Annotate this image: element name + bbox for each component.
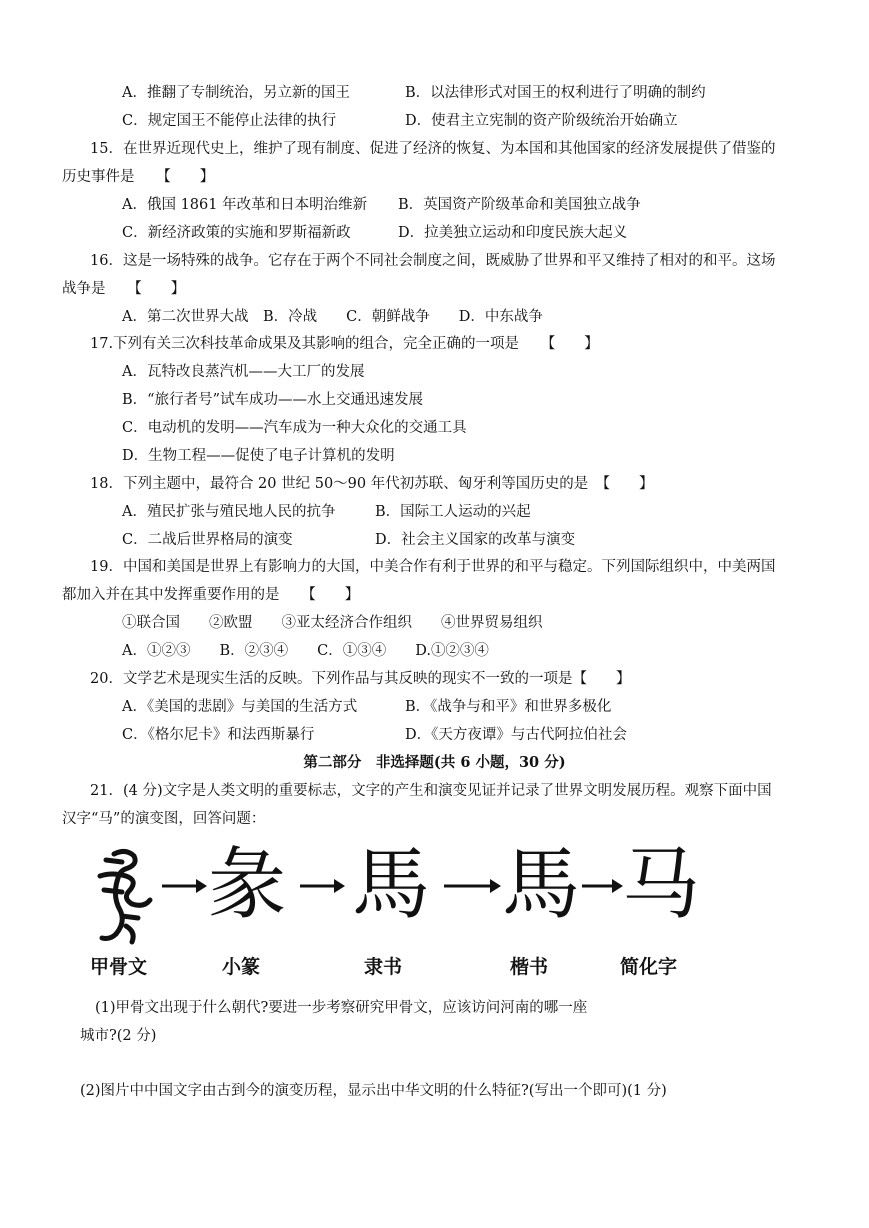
q15-option-b: B．英国资产阶级革命和美国独立战争: [398, 197, 641, 213]
q19-organizations: ①联合国 ②欧盟 ③亚太经济合作组织 ④世界贸易组织: [122, 615, 543, 631]
q18-option-a: A．殖民扩张与殖民地人民的抗争: [122, 504, 336, 520]
arrow-icon: [298, 876, 346, 896]
q20-option-a: A．《美国的悲剧》与美国的生活方式: [122, 699, 358, 715]
q17-option-d: D．生物工程——促使了电子计算机的发明: [122, 448, 395, 464]
q15-option-a: A．俄国 1861 年改革和日本明治维新: [122, 197, 368, 213]
q19-stem-line2: 都加入并在其中发挥重要作用的是 【 】: [62, 587, 360, 603]
q15-option-d: D．拉美独立运动和印度民族大起义: [398, 225, 628, 241]
label-regular: 楷书: [510, 956, 549, 978]
q15-option-c: C．新经济政策的实施和罗斯福新政: [122, 225, 351, 241]
q20-option-d: D．《天方夜谭》与古代阿拉伯社会: [405, 727, 627, 743]
q17-stem: 17.下列有关三次科技革命成果及其影响的组合，完全正确的一项是 【 】: [90, 336, 599, 352]
q15-stem-line1: 15．在世界近现代史上，维护了现有制度、促进了经济的恢复、为本国和其他国家的经济发展提供了借鉴的: [90, 141, 776, 157]
simplified-glyph: 马: [622, 840, 701, 930]
q16-stem-line1: 16．这是一场特殊的战争。它存在于两个不同社会制度之间，既威胁了世界和平又维持了相对的和平。这场: [90, 253, 776, 269]
q21-subquestion-1-line2: 城市?(2 分): [80, 1028, 157, 1044]
arrow-icon: [442, 876, 502, 896]
q14-option-c: C．规定国王不能停止法律的执行: [122, 113, 337, 129]
q21-subquestion-1-line1: (1)甲骨文出现于什么朝代?要进一步考察研究甲骨文，应该访问河南的哪一座: [95, 1000, 588, 1016]
q21-stem-line2: 汉字“马”的演变图，回答问题：: [62, 811, 266, 827]
q18-option-c: C．二战后世界格局的演变: [122, 532, 293, 548]
q20-option-c: C．《格尔尼卡》和法西斯暴行: [122, 727, 315, 743]
q14-option-a: A．推翻了专制统治，另立新的国王: [122, 85, 350, 101]
small-seal-glyph: 彖: [208, 840, 287, 930]
q19-stem-line1: 19．中国和美国是世界上有影响力的大国，中美合作有利于世界的和平与稳定。下列国际组织中，中美两国: [90, 559, 776, 575]
label-oracle-bone: 甲骨文: [90, 956, 148, 978]
q16-stem-line2: 战争是 【 】: [62, 281, 186, 297]
section-heading: 第二部分 非选择题(共 6 小题，30 分): [303, 754, 566, 771]
q18-stem: 18．下列主题中，最符合 20 世纪 50～90 年代初苏联、匈牙利等国历史的是 【 】: [90, 476, 654, 492]
q14-option-b: B．以法律形式对国王的权利进行了明确的制约: [405, 85, 706, 101]
arrow-icon: [160, 876, 208, 896]
q20-option-b: B．《战争与和平》和世界多极化: [405, 699, 612, 715]
arrow-icon: [580, 876, 624, 896]
q14-option-d: D．使君主立宪制的资产阶级统治开始确立: [405, 113, 678, 129]
oracle-bone-horse-glyph: [92, 846, 162, 946]
label-simplified: 简化字: [620, 956, 678, 978]
q17-option-a: A．瓦特改良蒸汽机——大工厂的发展: [122, 364, 365, 380]
q18-option-b: B．国际工人运动的兴起: [375, 504, 531, 520]
q17-option-c: C．电动机的发明——汽车成为一种大众化的交通工具: [122, 420, 467, 436]
q19-options: A．①②③ B．②③④ C．①③④ D.①②③④: [122, 643, 489, 659]
label-small-seal: 小篆: [222, 956, 261, 978]
q16-options: A．第二次世界大战 B．冷战 C．朝鲜战争 D．中东战争: [122, 309, 543, 325]
q18-option-d: D．社会主义国家的改革与演变: [375, 532, 576, 548]
q21-subquestion-2: (2)图片中中国文字由古到今的演变历程，显示出中华文明的什么特征?(写出一个即可)(1 分): [80, 1083, 667, 1099]
character-evolution-figure: [90, 836, 710, 996]
regular-script-glyph: 馬: [502, 840, 581, 930]
label-clerical: 隶书: [364, 956, 403, 978]
q21-stem-line1: 21．(4 分)文字是人类文明的重要标志，文字的产生和演变见证并记录了世界文明发展历程。观察下面中国: [90, 783, 772, 799]
q17-option-b: B．“旅行者号”试车成功——水上交通迅速发展: [122, 392, 423, 408]
q15-stem-line2: 历史事件是 【 】: [62, 169, 215, 185]
q20-stem: 20．文学艺术是现实生活的反映。下列作品与其反映的现实不一致的一项是【 】: [90, 671, 631, 687]
clerical-script-glyph: 馬: [352, 840, 431, 930]
